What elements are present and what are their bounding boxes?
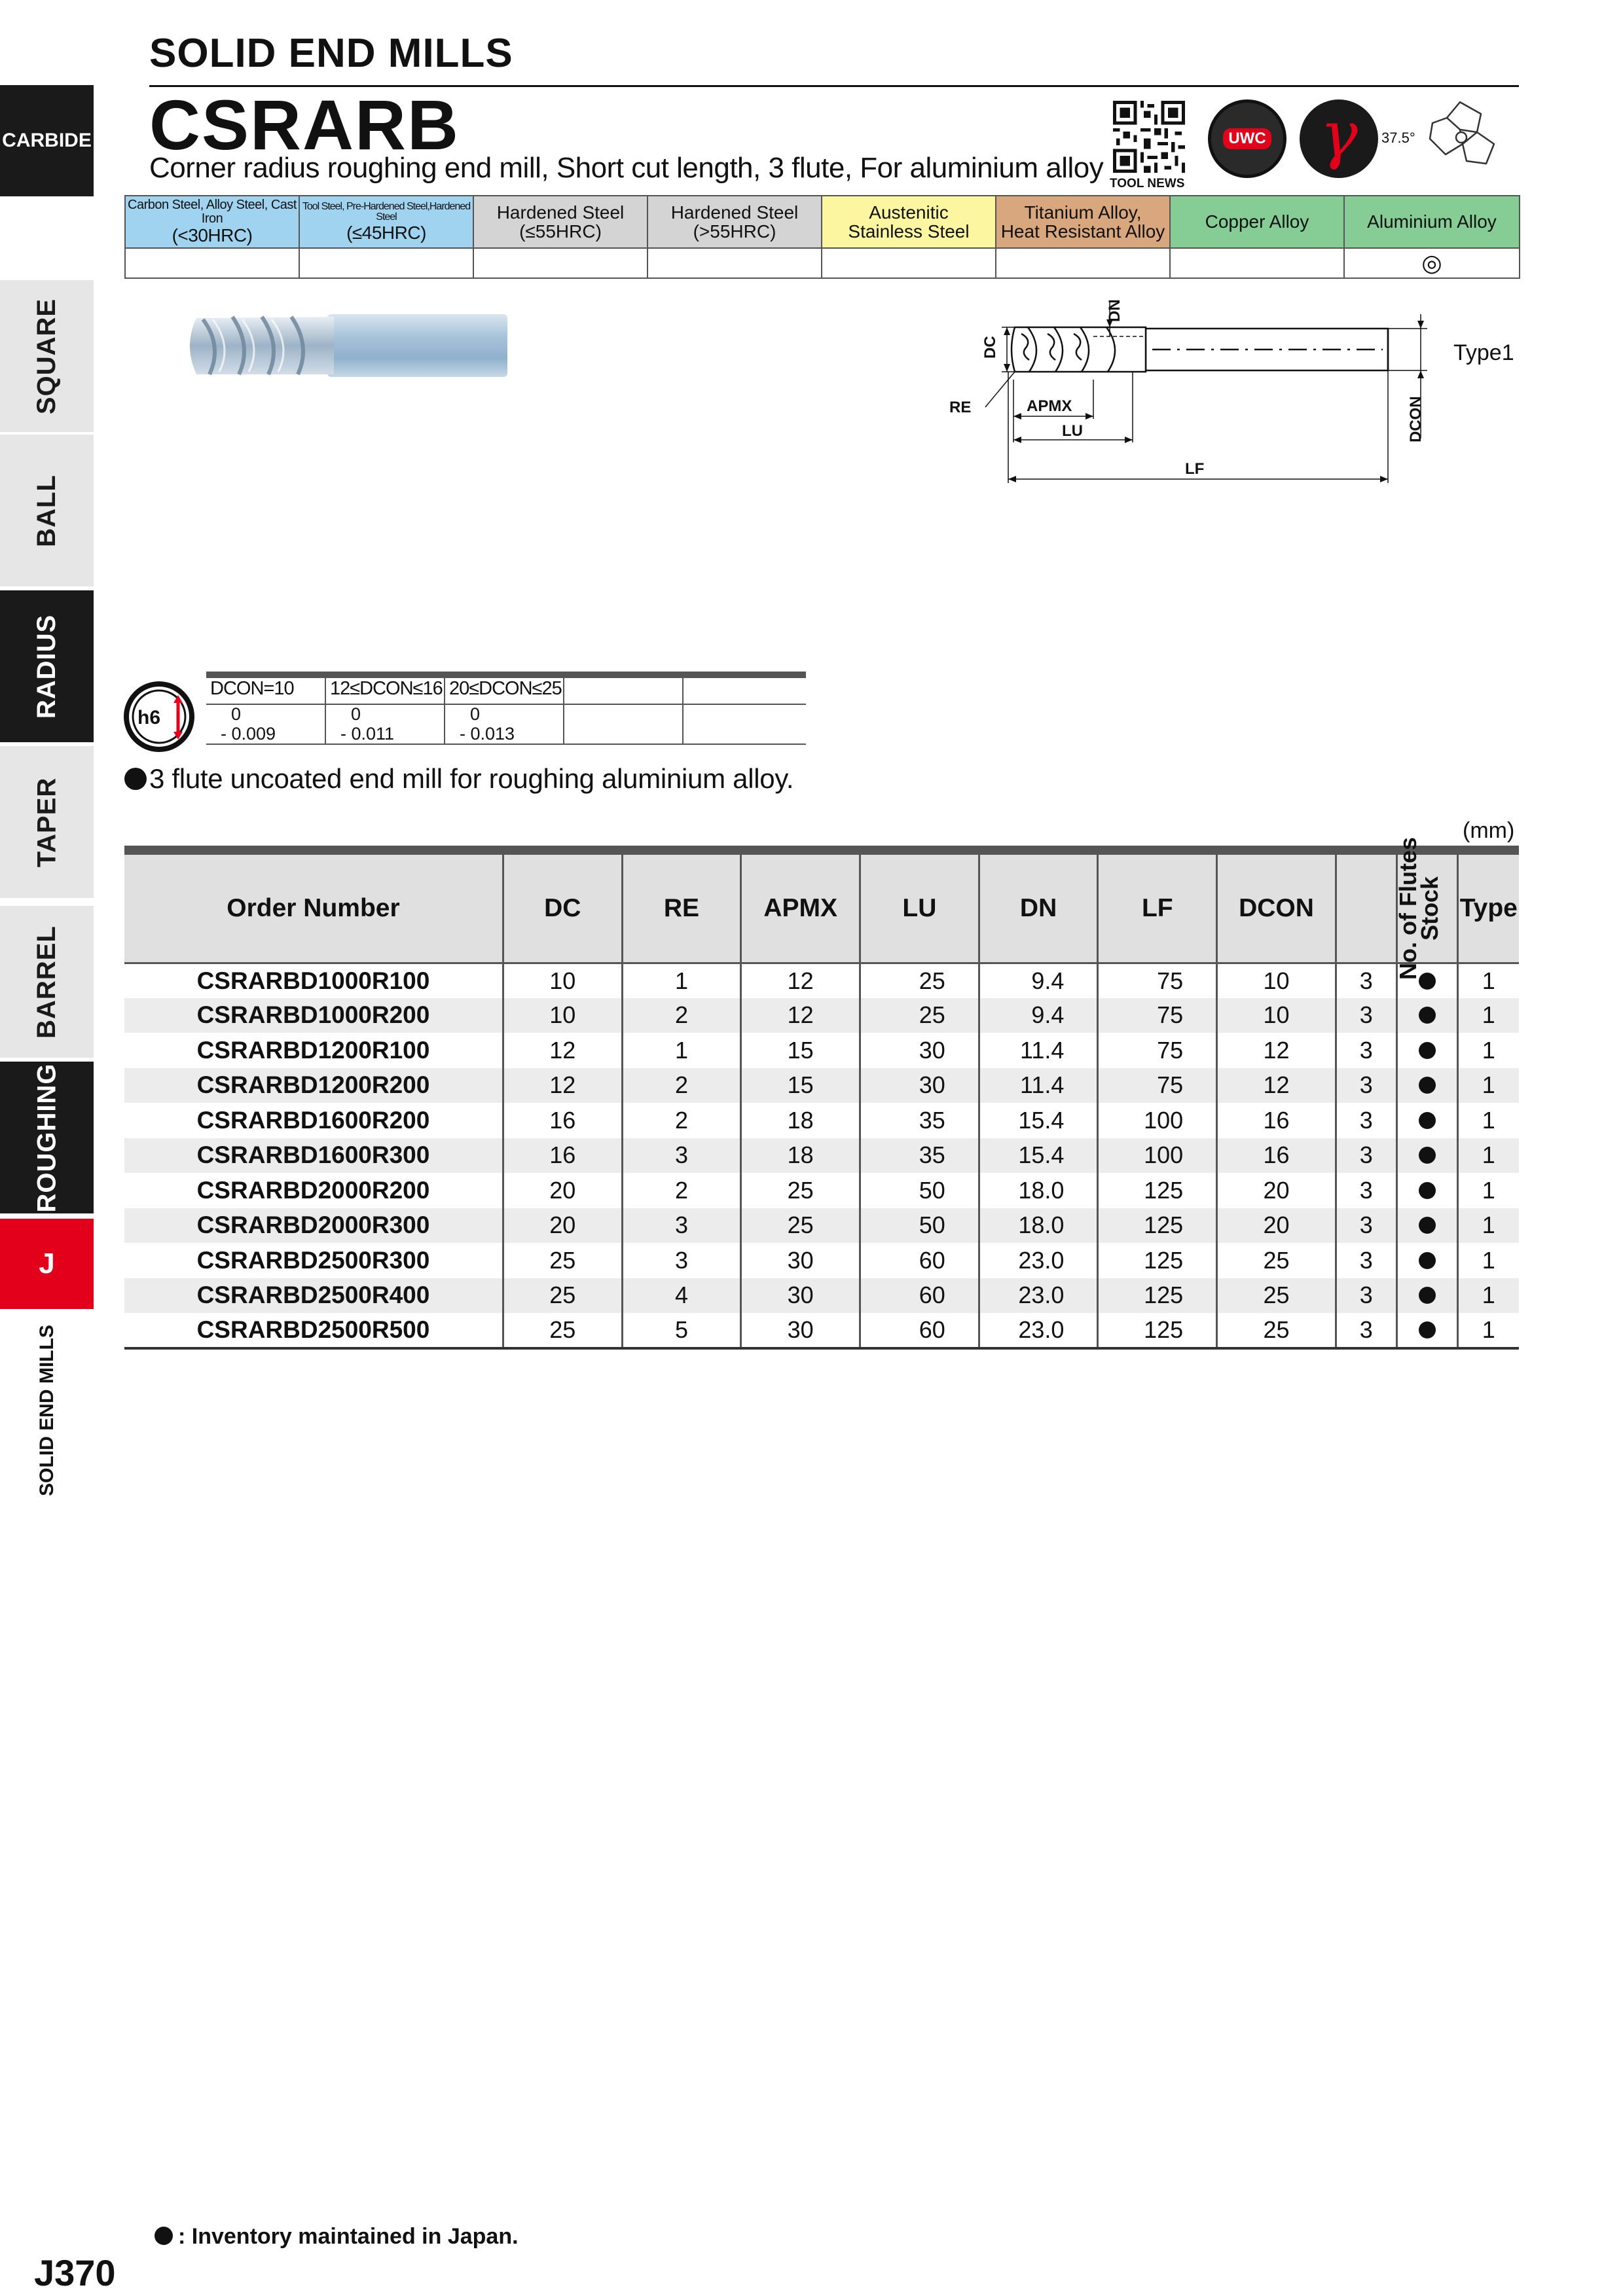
stock-dot-icon: [1419, 1007, 1436, 1024]
table-cell: 25: [503, 1313, 622, 1348]
table-cell: 50: [860, 1208, 979, 1244]
table-row: [124, 1243, 1519, 1278]
material-carbon-steel: [125, 196, 299, 248]
table-cell: 25: [1217, 1243, 1336, 1278]
diagram-label-lf: LF: [1185, 460, 1205, 478]
table-cell: 25: [503, 1243, 622, 1278]
table-cell: 1: [1457, 1208, 1519, 1244]
table-cell: 2: [622, 1068, 741, 1103]
table-cell: 3: [1336, 1278, 1396, 1314]
table-cell: 125: [1098, 1173, 1217, 1208]
material-line1: Hardened Steel: [496, 202, 625, 223]
tolerance-header: 20≤DCON≤25: [445, 678, 564, 704]
material-tool-steel: [299, 196, 473, 248]
order-number-cell: CSRARBD1000R200: [124, 998, 503, 1033]
sidebar-tab-label: BARREL: [32, 925, 62, 1039]
table-cell: 1: [1457, 1138, 1519, 1174]
table-cell: 15: [741, 1068, 860, 1103]
table-cell: 1: [1457, 1313, 1519, 1348]
tolerance-header: [683, 678, 806, 704]
sidebar-tab-label: ROUGHING: [32, 1063, 61, 1212]
table-cell: 1: [1457, 1103, 1519, 1138]
table-cell: 3: [1336, 1033, 1396, 1068]
table-cell: 1: [1457, 963, 1519, 998]
tolerance-lower: - 0.013: [460, 723, 515, 744]
order-number-cell: CSRARBD1200R200: [124, 1068, 503, 1103]
rating-cell-aluminium: ◎: [1344, 248, 1520, 278]
material-line2: Heat Resistant Alloy: [1000, 221, 1165, 242]
table-cell: 10: [503, 963, 622, 998]
rating-cell: [996, 248, 1170, 278]
table-cell: 16: [503, 1138, 622, 1174]
column-header: Type: [1457, 855, 1519, 963]
stock-indicator: [1396, 1313, 1457, 1348]
table-cell: 11.4: [979, 1068, 1098, 1103]
material-line2: (<30HRC): [172, 225, 253, 246]
order-number-cell: CSRARBD1600R200: [196, 1106, 430, 1134]
table-row: [124, 998, 1519, 1033]
product-description: [124, 763, 793, 795]
dimension-diagram: [917, 288, 1539, 497]
rating-cell: [822, 248, 996, 278]
table-cell: 1: [1457, 1033, 1519, 1068]
table-cell: 20: [503, 1173, 622, 1208]
stock-dot-icon: [1419, 1042, 1436, 1059]
tolerance-value: [683, 704, 806, 744]
sidebar-tab-label: RADIUS: [32, 614, 61, 719]
material-line2: (≤55HRC): [519, 221, 602, 242]
table-cell: 16: [1217, 1138, 1336, 1174]
table-cell: 11.4: [979, 1033, 1098, 1068]
tolerance-value: [564, 704, 683, 744]
stock-indicator: [1396, 1173, 1457, 1208]
tolerance-table: [206, 678, 806, 745]
tolerance-upper: 0: [231, 704, 242, 724]
tolerance-header: [564, 678, 683, 704]
order-number-cell: CSRARBD1200R100: [196, 1036, 430, 1064]
table-cell: 20: [1217, 1173, 1336, 1208]
table-cell: 25: [503, 1278, 622, 1314]
spec-table: [124, 836, 1519, 1350]
order-number-cell: CSRARBD2500R400: [124, 1278, 503, 1314]
qr-label: TOOL NEWS: [1110, 177, 1185, 190]
tolerance-upper: 0: [351, 704, 361, 724]
table-cell: 30: [860, 1068, 979, 1103]
table-cell: 1: [1457, 1173, 1519, 1208]
bullet-icon: [124, 768, 147, 790]
table-cell: 9.4: [979, 998, 1098, 1033]
table-row: [124, 1033, 1519, 1068]
table-cell: 18.0: [979, 1208, 1098, 1244]
tolerance-lower: - 0.011: [340, 723, 395, 744]
table-cell: 4: [622, 1278, 741, 1314]
table-row: [124, 1208, 1519, 1244]
material-table: [124, 195, 1520, 279]
table-cell: 3: [1336, 998, 1396, 1033]
diagram-label-dc: DC: [981, 336, 999, 359]
table-cell: 35: [860, 1103, 979, 1138]
table-cell: 18.0: [979, 1173, 1098, 1208]
table-cell: 25: [1217, 1278, 1336, 1314]
table-cell: 100: [1098, 1138, 1217, 1174]
table-cell: 23.0: [979, 1278, 1098, 1314]
stock-indicator: [1396, 1138, 1457, 1174]
unit-label: (mm): [1463, 818, 1515, 843]
table-cell: 125: [1098, 1278, 1217, 1314]
sidebar-tab-barrel[interactable]: [0, 906, 94, 1058]
material-line1: Tool Steel, Pre-Hardened Steel,Hardened Steel: [302, 200, 471, 223]
table-cell: 3: [1336, 1138, 1396, 1174]
tolerance-value: [325, 704, 445, 744]
table-cell: 2: [622, 998, 741, 1033]
table-cell: 50: [860, 1173, 979, 1208]
table-cell: 1: [622, 963, 741, 998]
table-cell: 10: [503, 998, 622, 1033]
helix-symbol: γ: [1320, 98, 1358, 171]
stock-dot-icon: [1419, 1287, 1436, 1304]
sidebar-tab-radius[interactable]: [0, 590, 94, 742]
table-cell: 10: [1217, 963, 1336, 998]
material-stainless-steel: [822, 196, 996, 248]
material-line1: Titanium Alloy,: [1024, 202, 1142, 223]
page-number: J370: [34, 2252, 116, 2293]
table-cell: 3: [1336, 1173, 1396, 1208]
uwc-badge-icon: [1208, 99, 1286, 178]
order-number-cell: CSRARBD1000R100: [196, 967, 430, 994]
stock-indicator: [1396, 1068, 1457, 1103]
sidebar-tab-ball[interactable]: [0, 435, 94, 586]
column-header-label: Stock: [1415, 876, 1443, 941]
table-cell: 25: [741, 1173, 860, 1208]
stock-dot-icon: [1419, 1182, 1436, 1199]
column-header-flutes: [1336, 836, 1421, 980]
table-cell: 16: [1217, 1103, 1336, 1138]
material-line1: Aluminium Alloy: [1367, 211, 1497, 232]
diagram-type-label: Type1: [1453, 340, 1514, 365]
qr-code-icon[interactable]: [1113, 101, 1185, 173]
table-cell: 125: [1098, 1313, 1217, 1348]
order-number-cell: CSRARBD2000R300: [124, 1208, 503, 1244]
table-cell: 3: [1336, 1243, 1396, 1278]
table-cell: 12: [503, 1033, 622, 1068]
sidebar-tab-label: SQUARE: [32, 298, 62, 414]
table-cell: 2: [622, 1103, 741, 1138]
table-cell: 75: [1098, 998, 1217, 1033]
table-cell: 18: [741, 1103, 860, 1138]
bullet-icon: [155, 2227, 173, 2245]
table-cell: 15: [741, 1033, 860, 1068]
stock-dot-icon: [1419, 1321, 1436, 1338]
table-cell: 3: [1336, 1208, 1396, 1244]
table-cell: 3: [622, 1208, 741, 1244]
table-cell: 25: [860, 963, 979, 998]
footnote: [155, 2224, 519, 2250]
table-row: [124, 1103, 1519, 1138]
stock-dot-icon: [1419, 1252, 1436, 1269]
table-cell: 25: [1217, 1313, 1336, 1348]
table-cell: 3: [1336, 1313, 1396, 1348]
end-view-icon: [1421, 98, 1499, 177]
table-row: [124, 1068, 1519, 1103]
order-number-cell: CSRARBD2500R500: [124, 1313, 503, 1348]
column-header: APMX: [741, 855, 860, 963]
table-cell: 5: [622, 1313, 741, 1348]
table-cell: 30: [741, 1243, 860, 1278]
table-cell: 16: [503, 1103, 622, 1138]
stock-indicator: [1396, 1033, 1457, 1068]
table-cell: 1: [1457, 1243, 1519, 1278]
sidebar-tab-square[interactable]: [0, 280, 94, 432]
diagram-label-lu: LU: [1062, 422, 1083, 440]
tolerance-lower: - 0.009: [221, 723, 276, 744]
table-cell: 30: [860, 1033, 979, 1068]
table-cell: 3: [1336, 1068, 1396, 1103]
table-cell: 3: [1336, 963, 1396, 998]
sidebar-tab-taper[interactable]: [0, 746, 94, 898]
section-letter: J: [0, 1219, 94, 1309]
material-hardened-steel-55: [473, 196, 647, 248]
tolerance-header: DCON=10: [206, 678, 325, 704]
material-line1: Austenitic: [869, 202, 949, 223]
diagram-label-dcon: DCON: [1407, 396, 1425, 442]
table-cell: 18: [741, 1138, 860, 1174]
table-cell: 15.4: [979, 1103, 1098, 1138]
table-cell: 35: [860, 1138, 979, 1174]
material-line1: Hardened Steel: [670, 202, 799, 223]
table-cell: 12: [1217, 1033, 1336, 1068]
column-header-label: No. of Flutes: [1394, 836, 1421, 980]
table-cell: 60: [860, 1243, 979, 1278]
table-cell: 100: [1098, 1103, 1217, 1138]
uwc-badge-text: UWC: [1223, 128, 1271, 149]
table-row: [124, 1173, 1519, 1208]
material-copper-alloy: [1170, 196, 1344, 248]
table-cell: 75: [1098, 963, 1217, 998]
table-cell: 30: [741, 1278, 860, 1314]
rating-cell: [473, 248, 647, 278]
table-cell: 15.4: [979, 1138, 1098, 1174]
table-cell: 60: [860, 1313, 979, 1348]
table-cell: 23.0: [979, 1243, 1098, 1278]
material-line1: Copper Alloy: [1205, 211, 1309, 232]
table-cell: 12: [503, 1068, 622, 1103]
sidebar-tab-label: TAPER: [31, 777, 61, 867]
order-number-cell: CSRARBD1600R300: [124, 1138, 503, 1174]
material-hardened-steel-over55: [647, 196, 822, 248]
diagram-label-re: RE: [949, 399, 972, 416]
table-cell: 30: [741, 1313, 860, 1348]
table-cell: 12: [741, 963, 860, 998]
table-cell: 3: [622, 1138, 741, 1174]
table-cell: 60: [860, 1278, 979, 1314]
table-cell: 3: [622, 1243, 741, 1278]
sidebar-tab-roughing[interactable]: [0, 1062, 94, 1213]
table-cell: 12: [741, 998, 860, 1033]
table-cell: 75: [1098, 1068, 1217, 1103]
table-cell: 23.0: [979, 1313, 1098, 1348]
stock-indicator: [1396, 998, 1457, 1033]
h6-tolerance-icon: [123, 681, 195, 753]
table-row: [124, 1138, 1519, 1174]
order-number-cell: CSRARBD2500R300: [196, 1246, 430, 1274]
section-name-label: SOLID END MILLS: [35, 1325, 58, 1496]
order-number-cell: CSRARBD2000R200: [196, 1176, 430, 1204]
stock-dot-icon: [1419, 1147, 1436, 1164]
column-header: DN: [979, 855, 1098, 963]
table-cell: 1: [1457, 998, 1519, 1033]
table-cell: 125: [1098, 1208, 1217, 1244]
h6-badge-text: h6: [137, 707, 161, 728]
material-line2: (>55HRC): [693, 221, 776, 242]
material-line2: Stainless Steel: [848, 221, 970, 242]
table-cell: 2: [622, 1173, 741, 1208]
column-header: Order Number: [124, 855, 503, 963]
rating-cell: [125, 248, 299, 278]
stock-dot-icon: [1419, 1217, 1436, 1234]
table-cell: 10: [1217, 998, 1336, 1033]
stock-indicator: [1396, 1243, 1457, 1278]
stock-dot-icon: [1419, 1077, 1436, 1094]
tolerance-bar: [206, 672, 806, 678]
table-cell: 9.4: [979, 963, 1098, 998]
diagram-label-apmx: APMX: [1027, 397, 1072, 415]
column-header: DCON: [1217, 855, 1336, 963]
table-cell: 25: [860, 998, 979, 1033]
table-row: [124, 963, 1519, 998]
section-name: [0, 1316, 94, 1505]
column-header: LF: [1098, 855, 1217, 963]
rating-cell: [299, 248, 473, 278]
category-title: SOLID END MILLS: [149, 31, 513, 76]
table-cell: 25: [741, 1208, 860, 1244]
stock-dot-icon: [1419, 1112, 1436, 1129]
stock-indicator: [1396, 1103, 1457, 1138]
tolerance-value: [206, 704, 325, 744]
product-title: CSRARB: [149, 85, 460, 164]
table-cell: 75: [1098, 1033, 1217, 1068]
table-cell: 1: [1457, 1278, 1519, 1314]
tolerance-header: 12≤DCON≤16: [325, 678, 445, 704]
description-text: 3 flute uncoated end mill for roughing aluminium alloy.: [149, 763, 794, 794]
table-row: [124, 1313, 1519, 1348]
material-titanium-alloy: [996, 196, 1170, 248]
diagram-label-dn: DN: [1106, 299, 1123, 322]
table-cell: 3: [1336, 1103, 1396, 1138]
table-cell: 12: [1217, 1068, 1336, 1103]
helix-angle-icon: [1300, 99, 1378, 178]
tool-photo: [177, 306, 511, 385]
material-line2: (≤45HRC): [346, 223, 426, 243]
stock-indicator: [1396, 1278, 1457, 1314]
table-cell: 125: [1098, 1243, 1217, 1278]
tolerance-upper: 0: [470, 704, 481, 724]
material-aluminium-alloy: [1344, 196, 1520, 248]
rating-cell: [647, 248, 822, 278]
helix-angle-value: 37.5°: [1381, 130, 1415, 146]
product-subtitle: Corner radius roughing end mill, Short cut length, 3 flute, For aluminium alloy: [149, 152, 1104, 184]
sidebar-carbide-label: CARBIDE: [0, 85, 94, 196]
table-cell: 1: [1457, 1068, 1519, 1103]
table-cell: 1: [622, 1033, 741, 1068]
tolerance-value: [445, 704, 564, 744]
material-line1: Carbon Steel, Alloy Steel, Cast Iron: [128, 198, 297, 226]
table-top-bar: [124, 846, 1519, 855]
stock-indicator: [1396, 1208, 1457, 1244]
footnote-text: : Inventory maintained in Japan.: [178, 2224, 519, 2249]
sidebar-tab-label: BALL: [31, 474, 61, 547]
table-cell: 20: [503, 1208, 622, 1244]
table-cell: 20: [1217, 1208, 1336, 1244]
rating-cell: [1170, 248, 1344, 278]
column-header: DC: [503, 855, 622, 963]
table-row: [124, 1278, 1519, 1314]
column-header: RE: [622, 855, 741, 963]
column-header: LU: [860, 855, 979, 963]
